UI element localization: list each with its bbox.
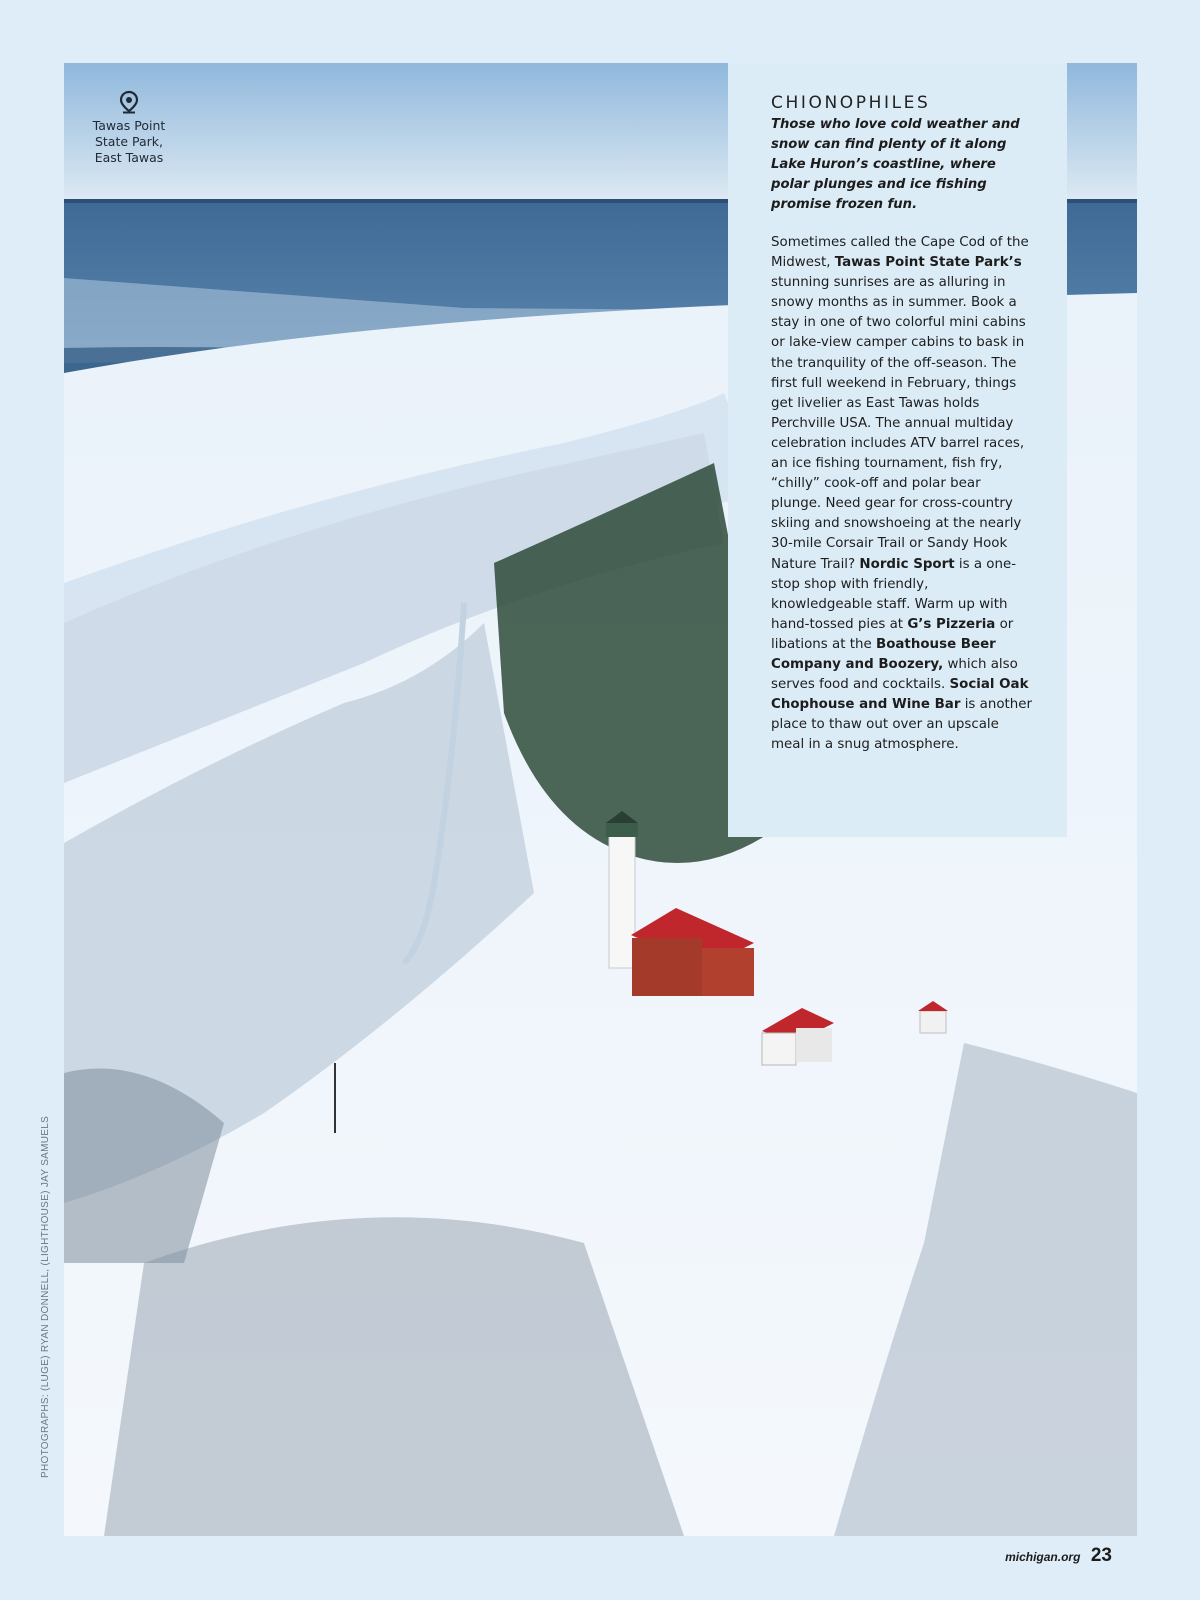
location-caption [86,90,172,166]
page-number: 23 [1090,1545,1112,1566]
page-footer [1005,1545,1112,1567]
body-paragraph [771,233,1033,755]
body-highlight: Social Oak Chophouse and Wine Bar [771,677,1029,713]
body-text: Sometimes called the Cape Cod of the Midwest, [771,235,1029,271]
article-body [771,233,1033,755]
photo-credit: PHOTOGRAPHS: (LUGE) RYAN DONNELL, (LIGHTHOUSE) JAY SAMUELS [40,1115,51,1478]
body-text: which also serves food and cocktails. [771,656,1018,693]
body-highlight: Nordic Sport [859,556,955,572]
section-kicker: CHIONOPHILES [771,93,931,113]
body-text: is another place to thaw out over an upscale meal in a snug atmosphere. [771,697,1033,753]
body-text: stunning sunrises are as alluring in snowy months as in summer. Book a stay in one of two colorful mini cabins or lake-view camper cabins to bask in the tranquility of the off-season. The first full weekend in February, things get livelier as East Tawas holds Perchville USA. The annual multiday celebration includes ATV barrel races, an ice fishing tournament, fish fry, “chilly” cook-off and polar bear plunge. Need gear for cross-country skiing and snowshoeing at the nearly 30-mile Corsair Trail or Sandy Hook Nature Trail? [771,275,1026,572]
section-dek: Those who love cold weather and snow can find plenty of it along Lake Huron’s coastline, where polar plunges and ice fishing promise frozen fun. [771,117,1020,212]
sidebar-panel [728,63,1067,837]
body-text: or libations at the [771,616,1014,652]
footer-url: michigan.org [1005,1550,1081,1564]
body-text: is a one-stop shop with friendly, knowledgeable staff. Warm up with hand-tossed pies at [771,556,1017,632]
body-highlight: Boathouse Beer Company and Boozery, [771,636,996,672]
body-highlight: Tawas Point State Park’s [834,255,1022,271]
body-highlight: G’s Pizzeria [907,616,996,632]
location-label: Tawas Point State Park, East Tawas [92,118,166,165]
map-pin-icon [118,90,140,114]
